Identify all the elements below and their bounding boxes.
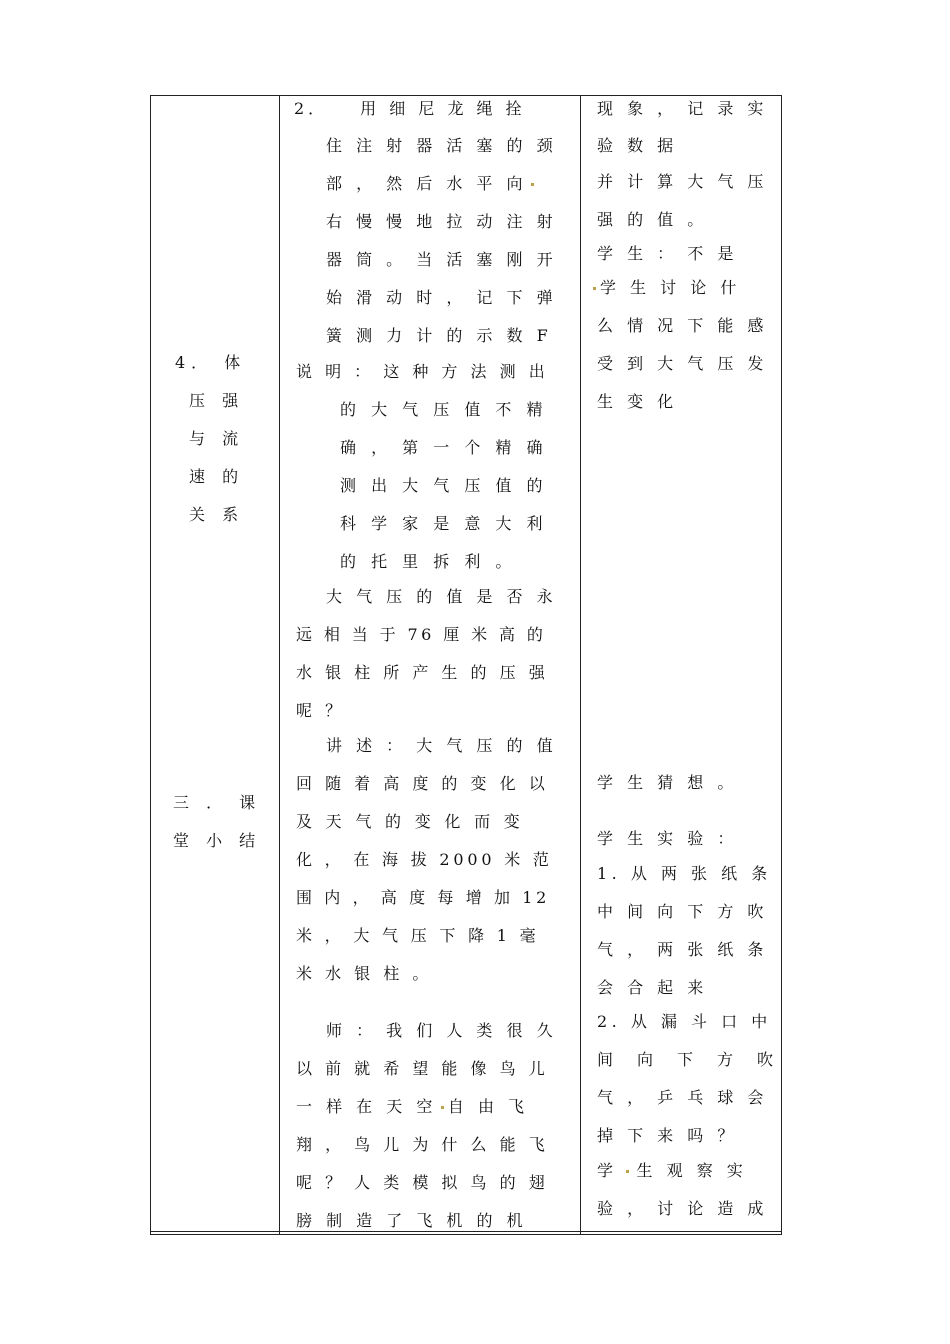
text-line: 米 水 银 柱 。 [296, 964, 433, 983]
section-column [151, 96, 279, 1234]
text-line: 气 ， 两 张 纸 条 [597, 940, 768, 959]
text-line: 学 生 观 察 实 [597, 1161, 748, 1180]
text-line: 呢 ？ [296, 701, 346, 720]
text-line: 器 筒 。 当 活 塞 刚 开 [326, 250, 558, 269]
text-line: 围 内 ， 高 度 每 增 加 12 [296, 888, 550, 907]
text-line: 确 ， 第 一 个 精 确 [340, 438, 548, 457]
text-line: 2. 从 漏 斗 口 中 [597, 1012, 772, 1031]
text-line: 讲 述 ： 大 气 压 的 值 [326, 736, 558, 755]
student-activity-column [581, 96, 781, 1234]
text-line: 并 计 算 大 气 压 [597, 172, 768, 191]
text-line: 掉 下 来 吗 ？ [597, 1126, 738, 1145]
text-line: 回 随 着 高 度 的 变 化 以 [296, 774, 549, 793]
text-line: 始 滑 动 时 ， 记 下 弹 [326, 288, 558, 307]
text-line: 验 ， 讨 论 造 成 [597, 1199, 768, 1218]
text-line: 生 变 化 [597, 392, 678, 411]
text-line: 会 合 起 来 [597, 978, 708, 997]
text-line: 远 相 当 于 76 厘 米 高 的 [296, 625, 547, 644]
text-line: 气 ， 乒 乓 球 会 [597, 1088, 768, 1107]
text-line: 2． 用 细 尼 龙 绳 拴 [294, 99, 526, 118]
text-line: 1. 从 两 张 纸 条 [597, 864, 772, 883]
section4-line: 与 流 [189, 429, 245, 448]
text-line: 说 明 ： 这 种 方 法 测 出 [296, 362, 549, 381]
highlight-mark [441, 1106, 444, 1109]
text-line: 学 生 ： 不 是 [597, 244, 738, 263]
text-line: 水 银 柱 所 产 生 的 压 强 [296, 663, 549, 682]
text-line: 的 大 气 压 值 不 精 [340, 400, 548, 419]
text-line: 呢 ？ 人 类 模 拟 鸟 的 翅 [296, 1173, 549, 1192]
text-line: 强 的 值 。 [597, 210, 708, 229]
text-line: 学 生 猜 想 。 [597, 773, 738, 792]
highlight-mark [531, 183, 534, 186]
text-line: 右 慢 慢 地 拉 动 注 射 [326, 212, 558, 231]
text-line: 簧 测 力 计 的 示 数 F [326, 326, 553, 345]
text-line: 学 生 讨 论 什 [589, 278, 741, 298]
text-line: 大 气 压 的 值 是 否 永 [326, 587, 558, 606]
text-line: 么 情 况 下 能 感 [597, 316, 768, 335]
section4-line: 关 系 [189, 505, 245, 524]
section4-line: 4． 体 [175, 353, 247, 372]
text-line: 间 向 下 方 吹 [597, 1050, 778, 1069]
text-line: 住 注 射 器 活 塞 的 颈 [326, 136, 558, 155]
text-line: 部 ， 然 后 水 平 向 [326, 174, 538, 194]
text-line: 的 托 里 拆 利 。 [340, 552, 517, 571]
text-line: 验 数 据 [597, 136, 678, 155]
section3-line: 三 ． 课 [173, 793, 262, 812]
text-line: 膀 制 造 了 飞 机 的 机 [296, 1211, 528, 1230]
text-line: 中 间 向 下 方 吹 [597, 902, 768, 921]
text-line: 学 生 实 验 ： [597, 829, 738, 848]
text-line: 测 出 大 气 压 值 的 [340, 476, 548, 495]
lesson-table [150, 95, 782, 1235]
section4-line: 压 强 [189, 391, 245, 410]
text-line: 化 ， 在 海 拔 2000 米 范 [296, 850, 553, 869]
text-line: 师 ： 我 们 人 类 很 久 [326, 1021, 558, 1040]
text-line: 米 ， 大 气 压 下 降 1 毫 [296, 926, 540, 945]
text-line: 科 学 家 是 意 大 利 [340, 514, 548, 533]
section3-line: 堂 小 结 [173, 831, 262, 850]
section4-line: 速 的 [189, 467, 245, 486]
highlight-mark [593, 287, 596, 290]
teacher-activity-column [280, 96, 580, 1234]
text-line: 以 前 就 希 望 能 像 鸟 儿 [296, 1059, 549, 1078]
text-line: 受 到 大 气 压 发 [597, 354, 768, 373]
text-line: 翔 ， 鸟 儿 为 什 么 能 飞 [296, 1135, 549, 1154]
text-line: 及 天 气 的 变 化 而 变 [296, 812, 525, 831]
text-line: 现 象 ， 记 录 实 [597, 99, 768, 118]
text-line: 一 样 在 天 空 自 由 飞 [296, 1097, 529, 1116]
highlight-mark [626, 1170, 629, 1173]
